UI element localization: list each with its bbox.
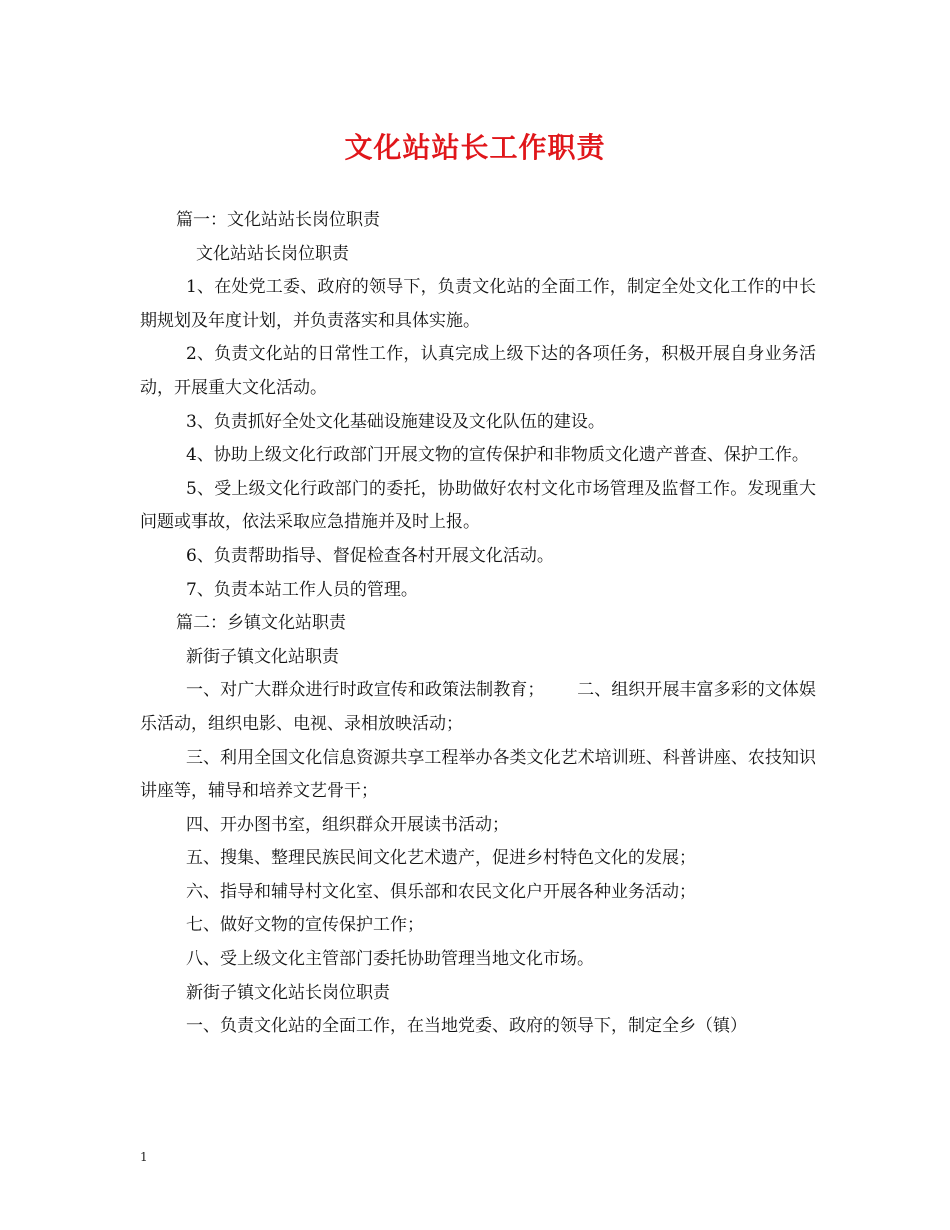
body-paragraph: 2、负责文化站的日常性工作，认真完成上级下达的各项任务，积极开展自身业务活动，开展重大文化活动。 bbox=[140, 344, 816, 398]
body-paragraph: 一、负责文化站的全面工作，在当地党委、政府的领导下，制定全乡（镇） bbox=[186, 1016, 747, 1037]
document-title: 文化站站长工作职责 bbox=[344, 131, 606, 164]
body-paragraph: 四、开办图书室，组织群众开展读书活动； bbox=[186, 814, 509, 835]
body-paragraph: 八、受上级文化主管部门委托协助管理当地文化市场。 bbox=[186, 949, 594, 970]
subsection-heading: 文化站站长岗位职责 bbox=[196, 243, 349, 264]
section-heading: 篇一：文化站站长岗位职责 bbox=[176, 210, 380, 230]
body-paragraph: 三、利用全国文化信息资源共享工程举办各类文化艺术培训班、科普讲座、农技知识讲座等，辅导和培养文艺骨干； bbox=[140, 747, 816, 802]
page-number: 1 bbox=[140, 1150, 148, 1164]
body-paragraph: 1、在处党工委、政府的领导下，负责文化站的全面工作，制定全处文化工作的中长期规划及年度计划，并负责落实和具体实施。 bbox=[140, 277, 816, 331]
body-paragraph: 3、负责抓好全处文化基础设施建设及文化队伍的建设。 bbox=[186, 411, 605, 432]
body-paragraph: 五、搜集、整理民族民间文化艺术遗产，促进乡村特色文化的发展； bbox=[186, 848, 696, 869]
body-paragraph: 一、对广大群众进行时政宣传和政策法制教育； 二、组织开展丰富多彩的文体娱乐活动，组织电影、电视、录相放映活动； bbox=[140, 680, 816, 734]
body-paragraph: 4、协助上级文化行政部门开展文物的宣传保护和非物质文化遗产普查、保护工作。 bbox=[186, 445, 809, 466]
document-body bbox=[140, 204, 816, 1044]
body-paragraph: 七、做好文物的宣传保护工作； bbox=[186, 915, 424, 936]
body-paragraph: 六、指导和辅导村文化室、俱乐部和农民文化户开展各种业务活动； bbox=[186, 881, 696, 902]
section-heading: 篇二：乡镇文化站职责 bbox=[176, 613, 346, 634]
body-paragraph: 7、负责本站工作人员的管理。 bbox=[186, 579, 418, 600]
body-paragraph: 5、受上级文化行政部门的委托，协助做好农村文化市场管理及监督工作。发现重大问题或事故，依法采取应急措施并及时上报。 bbox=[140, 478, 816, 533]
body-paragraph: 6、负责帮助指导、督促检查各村开展文化活动。 bbox=[186, 545, 554, 566]
subsection-heading: 新街子镇文化站职责 bbox=[186, 646, 339, 667]
subsection-heading: 新街子镇文化站长岗位职责 bbox=[186, 982, 390, 1003]
